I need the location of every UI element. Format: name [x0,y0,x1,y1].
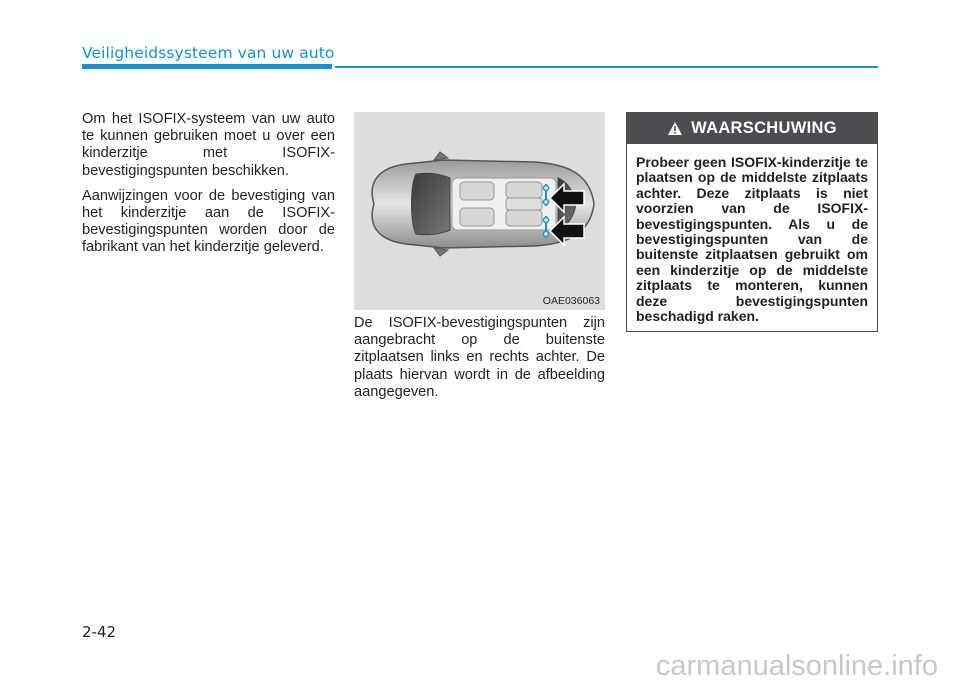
warning-box [626,112,878,332]
warning-title: WAARSCHUWING [691,119,837,137]
car-isofix-figure [354,112,605,310]
paragraph-isofix-requirement: Om het ISOFIX-systeem van uw auto te kunnen gebruiken moet u over een kinderzitje met ISOFIX-bevestigingspunten beschikken. [82,111,335,179]
header-rule-thin [335,66,878,68]
header-rule-thick [82,64,332,69]
left-column-text [82,111,335,265]
watermark: carmanualsonline.info [655,650,938,682]
warning-triangle-icon [667,121,683,136]
middle-column-text [354,315,605,409]
page-number: 2-42 [82,623,117,641]
figure-code: OAE036063 [542,295,600,307]
paragraph-isofix-location: De ISOFIX-bevestigingspunten zijn aangebracht op de buitenste zitplaatsen links en rechts achter. De plaats hiervan wordt in de afbeelding aangegeven. [354,315,605,400]
warning-text: Probeer geen ISOFIX-kinderzitje te plaatsen op de middelste zitplaats achter. Deze zitplaats is niet voorzien van de ISOFIX-bevestigingspunten. Als u de bevestigingspunten van de buitenste zitplaatsen gebruikt om een kinderzitje op de middelste zitplaats te monteren, kunnen deze bevestigingspunten beschadigd raken. [636,154,868,325]
section-title: Veiligheidssysteem van uw auto [82,44,335,62]
car-top-view-illustration [354,112,605,310]
warning-header [627,113,877,144]
paragraph-isofix-instructions: Aanwijzingen voor de bevestiging van het kinderzitje aan de ISOFIX-bevestigingspunten worden door de fabrikant van het kinderzitje geleverd. [82,187,335,256]
